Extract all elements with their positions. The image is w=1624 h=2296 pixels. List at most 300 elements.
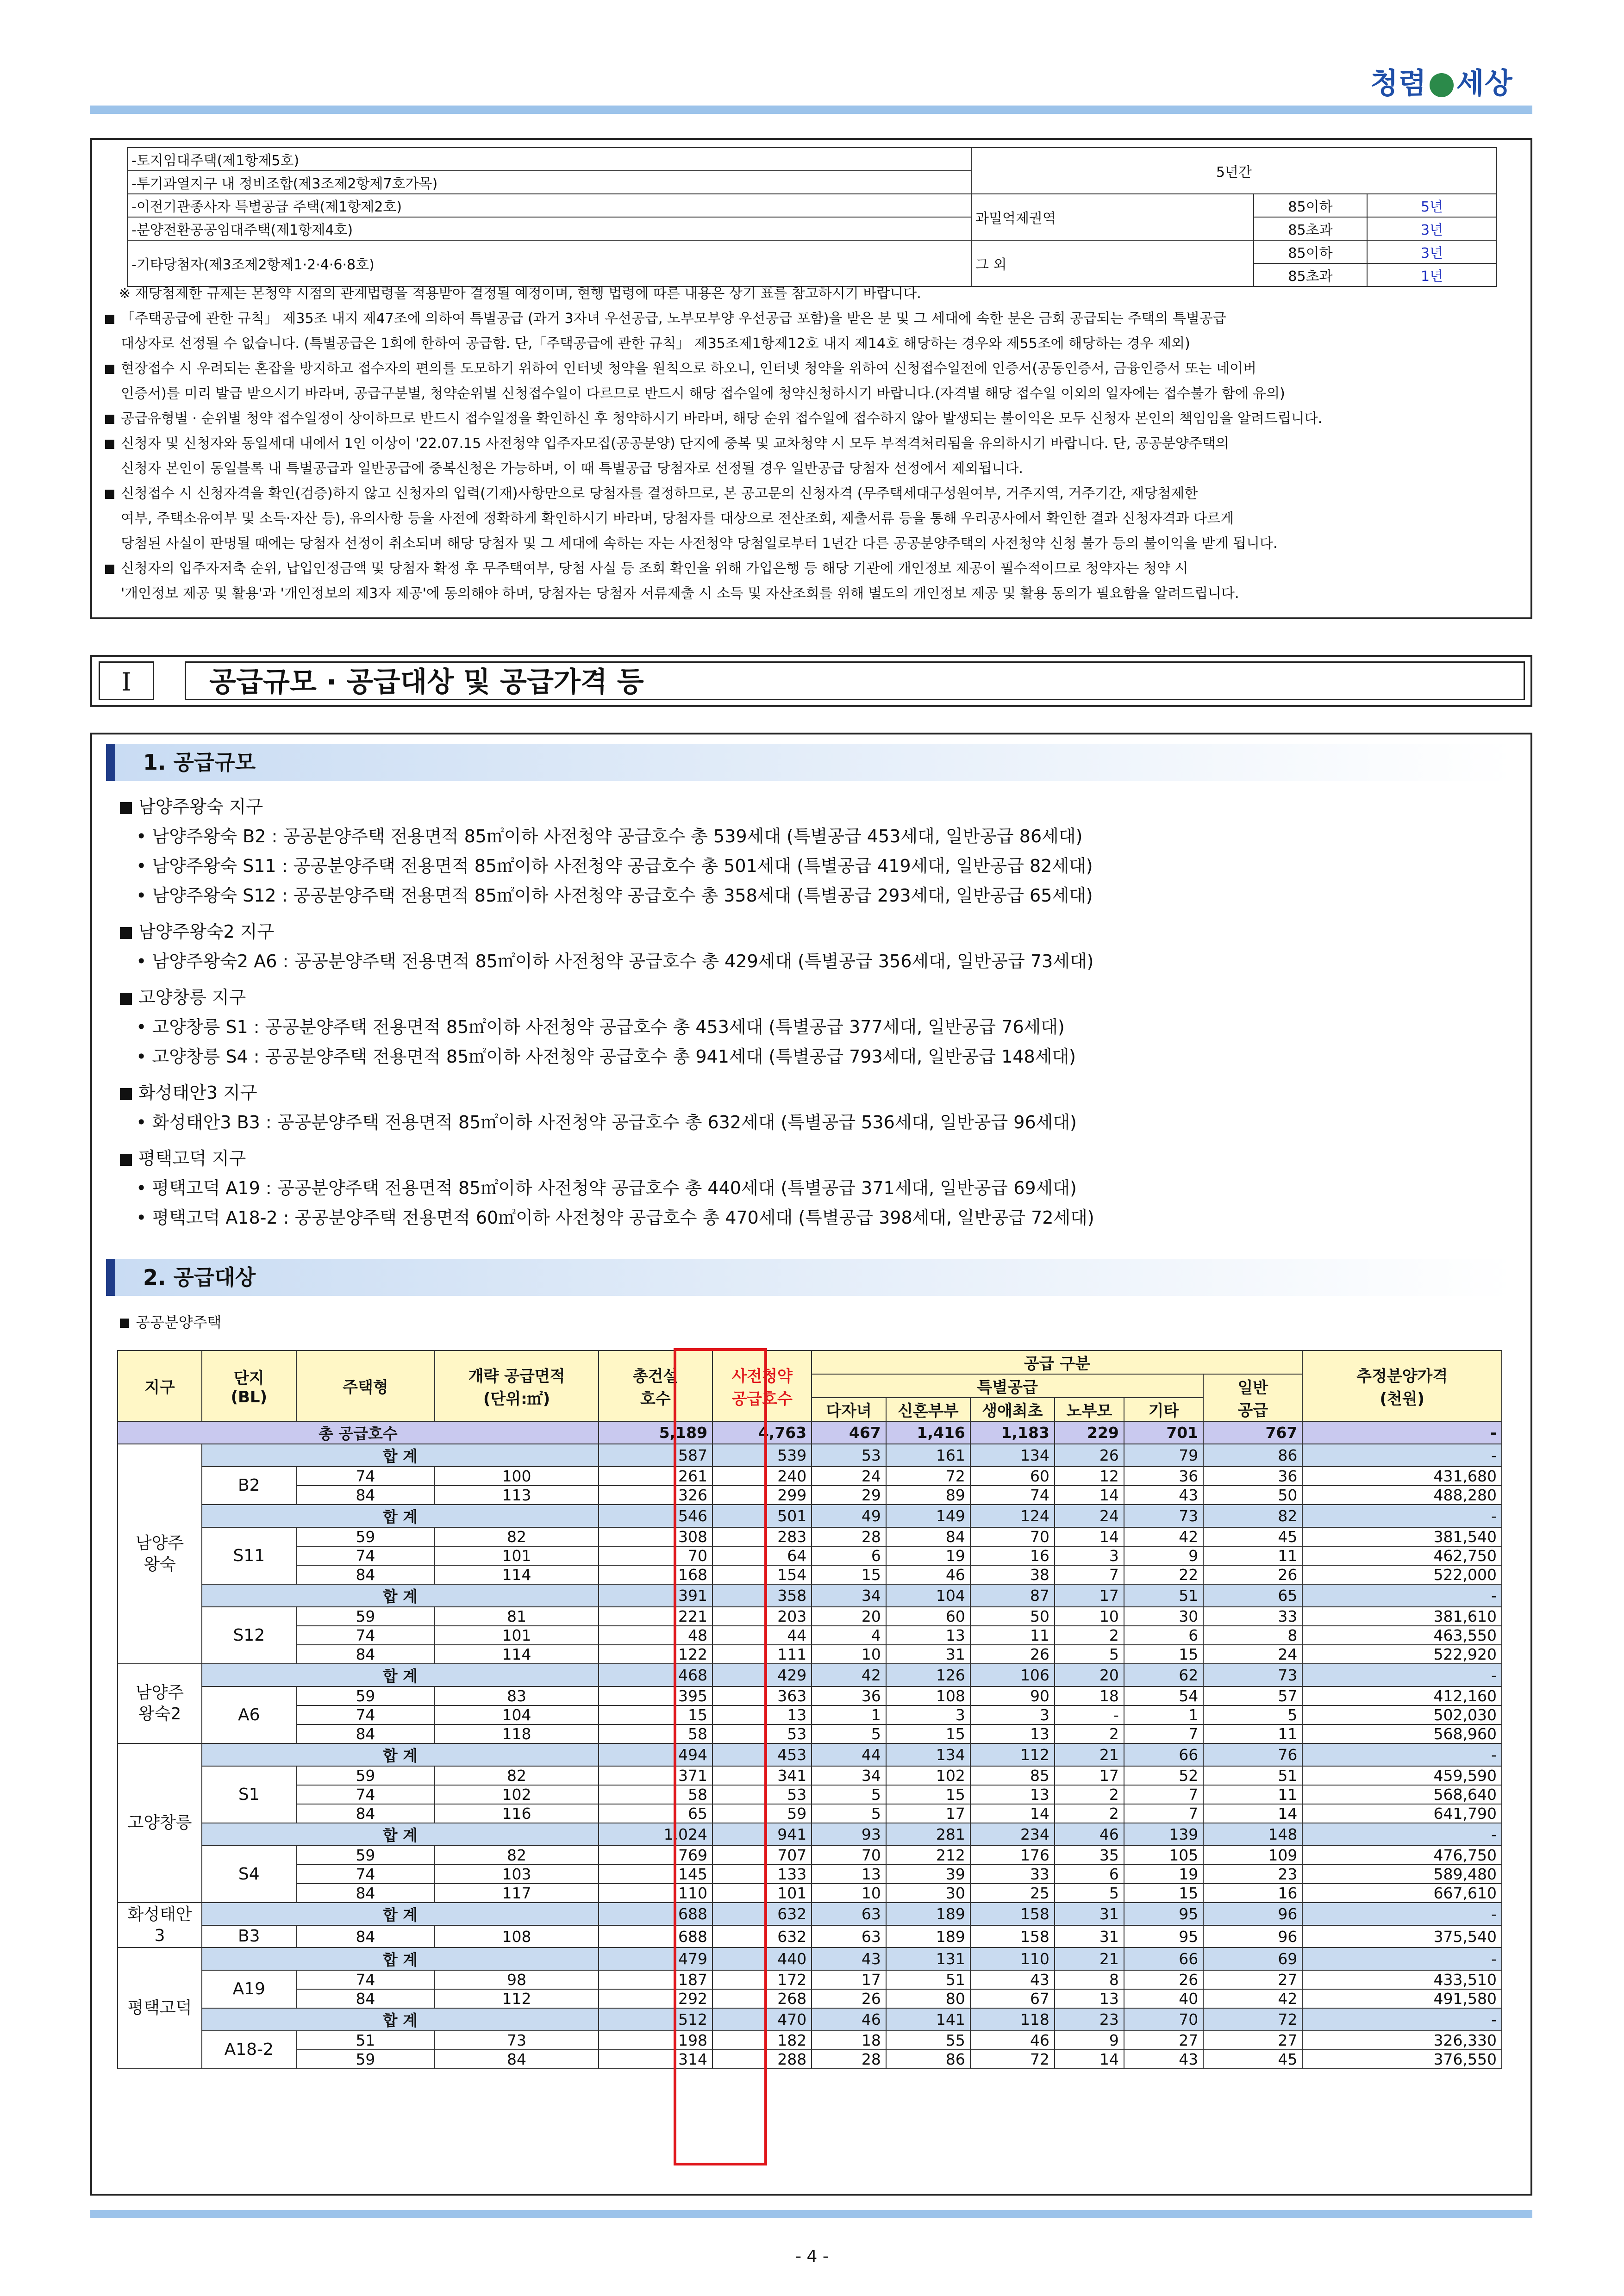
- table-cell: 64: [712, 1546, 812, 1565]
- table-cell: 376,550: [1302, 2050, 1502, 2069]
- table-cell: 44: [812, 1743, 886, 1766]
- table-cell: -: [1302, 1743, 1502, 1766]
- table-cell: 117: [435, 1884, 598, 1903]
- bullet-dot-icon: •: [136, 1017, 152, 1037]
- supply-target-table: [117, 1350, 1502, 2069]
- table-cell: 과밀억제권역: [971, 194, 1254, 240]
- table-cell: 13: [970, 1785, 1055, 1804]
- table-cell: 34: [812, 1584, 886, 1607]
- district-heading: [120, 917, 1509, 946]
- list-item: [120, 1203, 1509, 1232]
- table-cell: 4,763: [712, 1421, 812, 1444]
- table-cell: 326: [599, 1486, 712, 1505]
- table-cell: 363: [712, 1686, 812, 1705]
- bullet-dot-icon: •: [136, 951, 152, 971]
- table-cell: 5: [812, 1785, 886, 1804]
- table-cell: 176: [970, 1846, 1055, 1865]
- table-cell: 391: [599, 1584, 712, 1607]
- table-cell: 31: [886, 1645, 970, 1664]
- table-row: [118, 1565, 1502, 1584]
- table-cell: 453: [712, 1743, 812, 1766]
- table-cell: 221: [599, 1607, 712, 1626]
- table-row: [118, 1925, 1502, 1948]
- table-cell: 96: [1203, 1903, 1302, 1925]
- list-item: [120, 1173, 1509, 1203]
- table-cell: 76: [1203, 1743, 1302, 1766]
- table-cell: 42: [812, 1664, 886, 1686]
- table-cell: 118: [435, 1724, 598, 1743]
- table-cell: 429: [712, 1664, 812, 1686]
- table-cell: 767: [1203, 1421, 1302, 1444]
- table-cell: 51: [886, 1970, 970, 1989]
- table-cell: 501: [712, 1505, 812, 1527]
- table-cell: 84: [296, 1486, 435, 1505]
- table-cell: A6: [202, 1686, 296, 1743]
- district-heading-label: 평택고덕 지구: [138, 1148, 246, 1169]
- table-cell: 83: [435, 1686, 598, 1705]
- table-cell: 113: [435, 1486, 598, 1505]
- list-item: [120, 946, 1509, 976]
- district-heading: [120, 1144, 1509, 1173]
- table-cell: 240: [712, 1467, 812, 1486]
- table-cell: -분양전환공공임대주택(제1항제4호): [127, 217, 971, 240]
- table-cell: 15: [886, 1785, 970, 1804]
- note-line: 신청접수 시 신청자격을 확인(검증)하지 않고 신청자의 입력(기재)사항만으로 당첨자를 결정하므로, 본 공고문의 신청자격 (무주택세대구성원여부, 거주지역, 거주기간, 재당첨제한: [105, 481, 1522, 506]
- bullet-dot-icon: •: [136, 856, 152, 876]
- table-cell: 43: [970, 1970, 1055, 1989]
- table-cell: 522,920: [1302, 1645, 1502, 1664]
- table-cell: 29: [812, 1486, 886, 1505]
- table-cell: 24: [1055, 1505, 1124, 1527]
- table-cell: 지구: [118, 1350, 202, 1421]
- table-cell: 375,540: [1302, 1925, 1502, 1948]
- table-cell: 5년간: [971, 148, 1497, 194]
- table-cell: 106: [970, 1664, 1055, 1686]
- note-line: 신청자의 입주자저축 순위, 납입인정금액 및 당첨자 확정 후 무주택여부, 당첨 사실 등 조회 확인을 위해 가입은행 등 해당 기관에 개인정보 제공이 필수적이므로 청약자는 청약 시: [105, 556, 1522, 581]
- table-cell: 46: [970, 2031, 1055, 2050]
- table-cell: 화성태안3: [118, 1903, 202, 1948]
- table-cell: 84: [435, 2050, 598, 2069]
- table-cell: 72: [886, 1467, 970, 1486]
- table-cell: 17: [812, 1970, 886, 1989]
- table-cell: 합 계: [202, 1743, 599, 1766]
- table-cell: 134: [970, 1444, 1055, 1467]
- table-cell: 2: [1055, 1804, 1124, 1823]
- table-row: [118, 1948, 1502, 1970]
- table-cell: 433,510: [1302, 1970, 1502, 1989]
- table-cell: 5: [1055, 1645, 1124, 1664]
- table-row: [118, 1785, 1502, 1804]
- table-cell: 13: [970, 1724, 1055, 1743]
- table-cell: 281: [886, 1823, 970, 1846]
- table-cell: 108: [886, 1686, 970, 1705]
- table-cell: 43: [1124, 1486, 1203, 1505]
- table-cell: 84: [296, 1925, 435, 1948]
- district-heading: [120, 1078, 1509, 1108]
- table-cell: 11: [1203, 1546, 1302, 1565]
- table-cell: 116: [435, 1804, 598, 1823]
- table-cell: 74: [296, 1865, 435, 1884]
- bullet-dot-icon: •: [136, 1112, 152, 1132]
- section-title: 공급규모 · 공급대상 및 공급가격 등: [185, 661, 1525, 700]
- table-cell: 16: [1203, 1884, 1302, 1903]
- table-cell: 11: [1203, 1724, 1302, 1743]
- list-item-text: 고양창릉 S1 : 공공분양주택 전용면적 85㎡이하 사전청약 공급호수 총 453세대 (특별공급 377세대, 일반공급 76세대): [152, 1017, 1065, 1037]
- table-cell: 491,580: [1302, 1989, 1502, 2008]
- table-cell: B3: [202, 1925, 296, 1948]
- table-cell: 84: [296, 1724, 435, 1743]
- table-cell: 7: [1124, 1804, 1203, 1823]
- table-cell: 59: [296, 1766, 435, 1785]
- table-cell: 100: [435, 1467, 598, 1486]
- table-cell: 283: [712, 1527, 812, 1546]
- table-cell: 4: [812, 1626, 886, 1645]
- table-cell: S11: [202, 1527, 296, 1584]
- list-item: [120, 1012, 1509, 1042]
- table-cell: 14: [1055, 2050, 1124, 2069]
- table-cell: 261: [599, 1467, 712, 1486]
- table-cell: 24: [1203, 1645, 1302, 1664]
- table-cell: 사전청약 공급호수: [712, 1350, 812, 1421]
- table-cell: 10: [812, 1645, 886, 1664]
- table-cell: 3: [1055, 1546, 1124, 1565]
- table-cell: 23: [1055, 2008, 1124, 2031]
- table-cell: 15: [599, 1705, 712, 1724]
- table-cell: 15: [886, 1724, 970, 1743]
- table-cell: 158: [970, 1903, 1055, 1925]
- table-cell: 총건설 호수: [599, 1350, 712, 1421]
- table-cell: 13: [812, 1865, 886, 1884]
- table-cell: 84: [296, 1804, 435, 1823]
- table-cell: 85초과: [1254, 217, 1367, 240]
- note-line: '개인정보 제공 및 활용'과 '개인정보의 제3자 제공'에 동의해야 하며, 당첨자는 당첨자 서류제출 시 소득 및 자산조회를 위해 별도의 개인정보 제공 및 활용 동의가 필요함을 알려드립니다.: [121, 585, 1239, 602]
- table-row: [118, 1505, 1502, 1527]
- table-cell: 67: [970, 1989, 1055, 2008]
- table-cell: 15: [1124, 1884, 1203, 1903]
- table-cell: 168: [599, 1565, 712, 1584]
- table-cell: 74: [296, 1705, 435, 1724]
- list-item-text: 남양주왕숙2 A6 : 공공분양주택 전용면적 85㎡이하 사전청약 공급호수 총 429세대 (특별공급 356세대, 일반공급 73세대): [152, 951, 1094, 971]
- table-cell: -: [1302, 1903, 1502, 1925]
- table-cell: 54: [1124, 1686, 1203, 1705]
- table-row: [118, 1804, 1502, 1823]
- table-cell: 26: [1055, 1444, 1124, 1467]
- table-cell: 42: [1124, 1527, 1203, 1546]
- table-cell: 59: [296, 1607, 435, 1626]
- table-cell: 66: [1124, 1743, 1203, 1766]
- table-cell: 74: [296, 1467, 435, 1486]
- table-cell: 1,416: [886, 1421, 970, 1444]
- note-line: 신청자 및 신청자와 동일세대 내에서 1인 이상이 '22.07.15 사전청약 입주자모집(공공분양) 단지에 중복 및 교차청약 시 모두 부적격처리됨을 유의하시기 바랍니다. 단, 공공분양주택의: [105, 431, 1522, 456]
- table-row: [118, 1607, 1502, 1626]
- note-line: 당첨된 사실이 판명될 때에는 당첨자 선정이 취소되며 해당 당첨자 및 그 세대에 속하는 자는 사전청약 당첨일로부터 1년간 다른 공공분양주택의 사전청약 신청 불가 등의 불이익을 받게 됩니다.: [121, 535, 1278, 552]
- district-heading-label: 화성태안3 지구: [138, 1083, 257, 1103]
- table-cell: 51: [1203, 1766, 1302, 1785]
- table-cell: 30: [1124, 1607, 1203, 1626]
- table-cell: 95: [1124, 1903, 1203, 1925]
- table-cell: 73: [1124, 1505, 1203, 1527]
- table-cell: 생애최초: [970, 1398, 1055, 1421]
- table-cell: 25: [970, 1884, 1055, 1903]
- square-bullet-icon: [105, 440, 114, 449]
- table-cell: 27: [1124, 2031, 1203, 2050]
- logo: 청렴 세상: [1370, 66, 1513, 100]
- table-cell: 38: [970, 1565, 1055, 1584]
- table-row: [118, 2008, 1502, 2031]
- table-cell: 98: [435, 1970, 598, 1989]
- table-cell: 131: [886, 1948, 970, 1970]
- table-cell: 46: [812, 2008, 886, 2031]
- table-cell: 459,590: [1302, 1766, 1502, 1785]
- table-cell: 701: [1124, 1421, 1203, 1444]
- table-cell: 17: [1055, 1766, 1124, 1785]
- table-cell: 688: [599, 1925, 712, 1948]
- table-cell: 28: [812, 2050, 886, 2069]
- table-cell: 667,610: [1302, 1884, 1502, 1903]
- table-cell: 182: [712, 2031, 812, 2050]
- table-cell: 587: [599, 1444, 712, 1467]
- table-cell: 개략 공급면적 (단위:㎡): [435, 1350, 598, 1421]
- table-cell: 462,750: [1302, 1546, 1502, 1565]
- table-cell: 158: [970, 1925, 1055, 1948]
- note-line: 여부, 주택소유여부 및 소득·자산 등), 유의사항 등을 사전에 정확하게 확인하시기 바라며, 당첨자를 대상으로 전산조회, 제출서류 등을 통해 우리공사에서 확인한 결과 신청자격과 다르게: [121, 510, 1234, 527]
- table-cell: 381,610: [1302, 1607, 1502, 1626]
- table-row: [118, 2050, 1502, 2069]
- table-row: [118, 1584, 1502, 1607]
- square-bullet-icon: [120, 927, 132, 939]
- table-cell: 358: [712, 1584, 812, 1607]
- table-cell: 84: [296, 1884, 435, 1903]
- table-cell: 82: [435, 1766, 598, 1785]
- table-row: [118, 1970, 1502, 1989]
- table-cell: 488,280: [1302, 1486, 1502, 1505]
- table-cell: 203: [712, 1607, 812, 1626]
- section-number: I: [99, 661, 154, 700]
- table-cell: 1,183: [970, 1421, 1055, 1444]
- table-cell: 21: [1055, 1948, 1124, 1970]
- table-cell: 36: [812, 1686, 886, 1705]
- table-cell: 11: [970, 1626, 1055, 1645]
- table-cell: 27: [1203, 1970, 1302, 1989]
- table-cell: 59: [296, 1846, 435, 1865]
- table-cell: 55: [886, 2031, 970, 2050]
- table-cell: 추정분양가격 (천원): [1302, 1350, 1502, 1421]
- table-cell: 60: [886, 1607, 970, 1626]
- table-cell: 53: [812, 1444, 886, 1467]
- table-cell: 74: [296, 1546, 435, 1565]
- table-cell: 108: [435, 1925, 598, 1948]
- table-cell: 합 계: [202, 1664, 599, 1686]
- table-cell: 589,480: [1302, 1865, 1502, 1884]
- list-item-text: 남양주왕숙 S11 : 공공분양주택 전용면적 85㎡이하 사전청약 공급호수 총 501세대 (특별공급 419세대, 일반공급 82세대): [152, 856, 1093, 876]
- table-cell: S12: [202, 1607, 296, 1664]
- table-cell: 73: [1203, 1664, 1302, 1686]
- table-cell: 73: [435, 2031, 598, 2050]
- table-cell: A19: [202, 1970, 296, 2008]
- table-cell: 381,540: [1302, 1527, 1502, 1546]
- table-cell: 81: [435, 1607, 598, 1626]
- table-cell: 1: [1124, 1705, 1203, 1724]
- table-cell: 112: [435, 1989, 598, 2008]
- table-cell: 641,790: [1302, 1804, 1502, 1823]
- table-row: [118, 1705, 1502, 1724]
- table-cell: 101: [435, 1626, 598, 1645]
- table-cell: 합 계: [202, 1948, 599, 1970]
- note-line: 현장접수 시 우려되는 혼잡을 방지하고 접수자의 편의를 도모하기 위하여 인터넷 청약을 원칙으로 하오니, 인터넷 청약을 위하여 신청접수일전에 인증서(공동인증서, 금융인증서 또는 네이버: [105, 356, 1522, 381]
- table-cell: 941: [712, 1823, 812, 1846]
- table-cell: 20: [812, 1607, 886, 1626]
- table-cell: 5년: [1367, 194, 1497, 217]
- table-cell: 86: [1203, 1444, 1302, 1467]
- list-item: [120, 1108, 1509, 1137]
- table-cell: 84: [296, 1645, 435, 1664]
- table-cell: B2: [202, 1467, 296, 1505]
- table-cell: 1,024: [599, 1823, 712, 1846]
- table-cell: 34: [812, 1766, 886, 1785]
- table-cell: 85이하: [1254, 240, 1367, 263]
- table-cell: 3: [970, 1705, 1055, 1724]
- table-cell: 112: [970, 1743, 1055, 1766]
- rewin-restriction-table: [127, 147, 1497, 287]
- table-cell: -: [1302, 1505, 1502, 1527]
- table-cell: 502,030: [1302, 1705, 1502, 1724]
- table-cell: 22: [1124, 1565, 1203, 1584]
- list-item-text: 고양창릉 S4 : 공공분양주택 전용면적 85㎡이하 사전청약 공급호수 총 941세대 (특별공급 793세대, 일반공급 148세대): [152, 1046, 1076, 1067]
- table-cell: 19: [886, 1546, 970, 1565]
- table-cell: 109: [1203, 1846, 1302, 1865]
- table-cell: 111: [712, 1645, 812, 1664]
- table-cell: 2: [1055, 1626, 1124, 1645]
- table-cell: 85이하: [1254, 194, 1367, 217]
- table-cell: 468: [599, 1664, 712, 1686]
- table-cell: 134: [886, 1743, 970, 1766]
- bullet-dot-icon: •: [136, 1178, 152, 1198]
- district-heading-label: 남양주왕숙2 지구: [138, 921, 275, 942]
- table-cell: 60: [970, 1467, 1055, 1486]
- table-cell: 14: [1055, 1486, 1124, 1505]
- table-cell: 23: [1203, 1865, 1302, 1884]
- table-cell: 신혼부부: [886, 1398, 970, 1421]
- table-cell: 494: [599, 1743, 712, 1766]
- table-cell: 431,680: [1302, 1467, 1502, 1486]
- square-bullet-icon: [105, 415, 114, 424]
- table-cell: 12: [1055, 1467, 1124, 1486]
- table-cell: 14: [1203, 1804, 1302, 1823]
- table-cell: 145: [599, 1865, 712, 1884]
- table-cell: 26: [1124, 1970, 1203, 1989]
- table-cell: 101: [435, 1546, 598, 1565]
- table-row: [118, 1989, 1502, 2008]
- table-cell: 단지 (BL): [202, 1350, 296, 1421]
- table-cell: 110: [970, 1948, 1055, 1970]
- table-cell: 합 계: [202, 2008, 599, 2031]
- bottom-bar: [90, 2210, 1532, 2218]
- heading-supply-scale: 1. 공급규모: [106, 744, 1513, 781]
- table-cell: 43: [1124, 2050, 1203, 2069]
- table-row: [118, 1846, 1502, 1865]
- table-cell: 36: [1124, 1467, 1203, 1486]
- table-cell: 21: [1055, 1743, 1124, 1766]
- table-row: [118, 1467, 1502, 1486]
- table-cell: 합 계: [202, 1584, 599, 1607]
- table-cell: 105: [1124, 1846, 1203, 1865]
- table-cell: 59: [296, 1527, 435, 1546]
- table-cell: 16: [970, 1546, 1055, 1565]
- table-cell: 341: [712, 1766, 812, 1785]
- table-cell: 46: [1055, 1823, 1124, 1846]
- table-cell: 87: [970, 1584, 1055, 1607]
- table-cell: 20: [1055, 1664, 1124, 1686]
- table-cell: 49: [812, 1505, 886, 1527]
- bullet-dot-icon: •: [136, 885, 152, 906]
- note-line: 인증서)를 미리 발급 받으시기 바라며, 공급구분별, 청약순위별 신청접수일이 다르므로 반드시 해당 접수일에 청약신청하시기 바랍니다.(자격별 해당 접수일 이외의 일자에는 접수불가 함에 유의): [121, 386, 1285, 402]
- square-bullet-icon: [120, 1319, 129, 1328]
- table-cell: 2: [1055, 1724, 1124, 1743]
- table-cell: 93: [812, 1823, 886, 1846]
- table-row: [118, 1903, 1502, 1925]
- table-cell: -: [1302, 1664, 1502, 1686]
- table-cell: 공급 구분: [812, 1350, 1302, 1374]
- table-cell: 104: [435, 1705, 598, 1724]
- square-bullet-icon: [120, 1154, 132, 1166]
- table-cell: 299: [712, 1486, 812, 1505]
- table-cell: 308: [599, 1527, 712, 1546]
- table-cell: 82: [435, 1846, 598, 1865]
- table-cell: 14: [1055, 1527, 1124, 1546]
- table-row: [118, 1884, 1502, 1903]
- table-cell: -: [1302, 1444, 1502, 1467]
- table-cell: 26: [970, 1645, 1055, 1664]
- table-cell: 5: [812, 1804, 886, 1823]
- table-cell: 10: [812, 1884, 886, 1903]
- table-cell: 101: [712, 1884, 812, 1903]
- table-cell: 42: [1203, 1989, 1302, 2008]
- small-label: 공공분양주택: [120, 1311, 221, 1332]
- table-cell: 5: [1055, 1884, 1124, 1903]
- list-item-text: 화성태안3 B3 : 공공분양주택 전용면적 85㎡이하 사전청약 공급호수 총 632세대 (특별공급 536세대, 일반공급 96세대): [152, 1112, 1077, 1132]
- table-cell: 412,160: [1302, 1686, 1502, 1705]
- district-heading-label: 남양주왕숙 지구: [138, 796, 263, 817]
- table-cell: 2: [1055, 1785, 1124, 1804]
- table-cell: 주택형: [296, 1350, 435, 1421]
- table-cell: 7: [1124, 1724, 1203, 1743]
- table-cell: 72: [970, 2050, 1055, 2069]
- note-line: 공급유형별 · 순위별 청약 접수일정이 상이하므로 반드시 접수일정을 확인하신 후 청약하시기 바라며, 해당 순위 접수일에 접수하지 않아 발생되는 불이익은 모두 신청자 본인의 책임임을 알려드립니다.: [105, 406, 1522, 431]
- table-cell: 102: [886, 1766, 970, 1785]
- district-heading: [120, 983, 1509, 1012]
- table-cell: 84: [296, 1989, 435, 2008]
- table-cell: 26: [812, 1989, 886, 2008]
- table-cell: 85: [970, 1766, 1055, 1785]
- table-cell: -: [1302, 1584, 1502, 1607]
- table-cell: 기타: [1124, 1398, 1203, 1421]
- table-cell: 11: [1203, 1785, 1302, 1804]
- table-cell: 3년: [1367, 217, 1497, 240]
- table-cell: 13: [886, 1626, 970, 1645]
- table-cell: 고양창릉: [118, 1743, 202, 1903]
- table-cell: 102: [435, 1785, 598, 1804]
- square-bullet-icon: [105, 565, 114, 574]
- square-bullet-icon: [120, 993, 132, 1005]
- table-cell: 14: [970, 1804, 1055, 1823]
- table-cell: 18: [1055, 1686, 1124, 1705]
- supply-scale-list: [120, 785, 1509, 1232]
- table-row: [118, 1546, 1502, 1565]
- list-item: [120, 851, 1509, 881]
- table-cell: 463,550: [1302, 1626, 1502, 1645]
- table-cell: 110: [599, 1884, 712, 1903]
- table-row: [118, 1823, 1502, 1846]
